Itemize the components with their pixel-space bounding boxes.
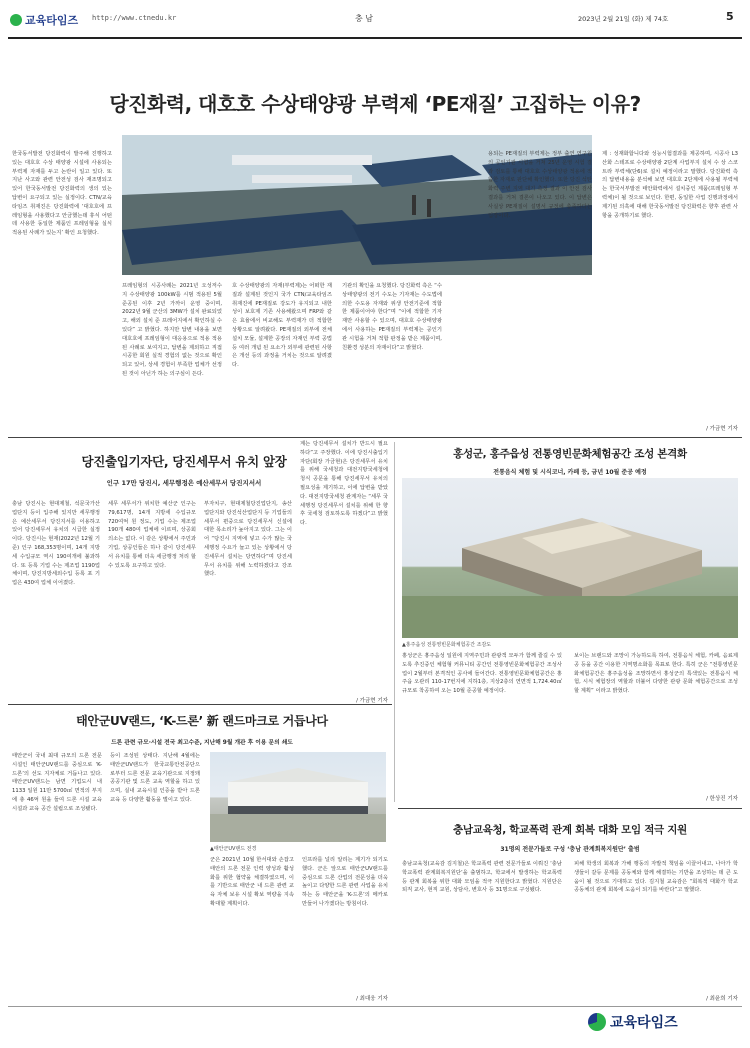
article2-text-1: 홍성군은 홍주읍성 일원에 지역주민과 관광객 모두가 함께 즐길 수 있도록 추진중인 체험형 커뮤니티 공간인 전통영빈문화체험공간 조성사업이 2월부터 본격적인 공사에 들어간다. 전통영빈문화체험공간은 홍주읍 오관리 110-17번지에 지하1층, 지상2층의 연면적 1,724.40㎡ 규모로 착공하여 오는 10월 준공할 예정이다. <box>402 653 562 695</box>
main-article-text-6: 제 : 성재화합니다와 성능시험결과를 제공하며, 시공사 L3 산화 스테프로 수상태양광 2단계 사업부지 설치 수 상 스코트라 부력체(단6)로 설치 예정이라고 말했다. 당진화력 측의 답변내용을 분석해 보면 대호호 2단계에 사용될 부력체는 한국서부발전 태안화력에서 설치중인 제품(프레임형 부력체)이 될 것으로 보인다. 한편, 동일한 사업 진행과정에서 제기된 의혹에 대해 한국동서발전 당진화력은 향후 관련 사항을 공개하기로 했다. <box>602 151 738 219</box>
main-article-col-5 <box>488 150 592 432</box>
main-article-text-2: 프레임형의 시공사례는 2021년 오성저수지 수상태양광 100kW를 시범 적용된 5월 준공된 이후 2년 가까이 운영 중이며, 2022년 9월 군산의 3MW가 설치 완료되었고, 해외 설치 준 프레어지에서 확인하실 수 있다” 고 밝혔다. 하지만 답변 내용을 보면 대호호에 프레임형이 대응용으로 적용 적용된 사례로 보여지고, 답변을 제외하고 직접 시공한 회원 실적 경험의 없는 것으로 확인되고 있어, 상세 경험이 부족한 업체가 선정된 것이 아닌가 하는 의구심이 든다. <box>122 283 222 377</box>
article1-text-4: 계는 당진세무서 설치가 반드시 필요하다”고 주장했다. 이에 당진시출입기자단(회장 가금현)은 당진세무서 유치를 위해 국세청과 대전지방국세청에 청식 공문을 통해 당진세무서 유치의 필요성을 제기하고, 이에 답변을 받았다. 대전지방국세청 관계자는 “세무 국세행정 당진세무서 설치를 위해 한 향후 국세청 검토하도록 하겠다”고 밝혔다. <box>300 441 388 527</box>
uv-land-photo <box>210 752 386 842</box>
main-article-text-1: 한국동서발전 당진화력이 발주해 진행하고 있는 대호호 수상 태양광 시설에 사용되는 부력제 자재를 두고 논란이 일고 있다. 또 지난 사고와 관련 안전성 검사 재조명되고 있어 한국동서발전 당진화력의 생의 있는 답변이 요구되고 있는 실정이다. CTN/교육타임즈 취재진은 당진화력에 ‘대호호에 프레임형을 사용했다고 안금했는데 휴식 어떤데 사용한 동일한 제품인 프레임형을 실식 적용된 사례가 있는지’ 확인 요청했다. <box>12 151 112 237</box>
article3-byline: / 최대웅 기자 <box>356 996 388 1002</box>
main-article-text-3: 호 수상태양광의 자재(부력제)는 어떠한 재질과 설계된 것인지 국가 CTN/교육타임즈 취재진에 PE재질로 강도가 유지되고 내한성이 보호제 기존 사용해왔으며 FRP와 같은 효율에서 비교해도 부력재가 더 적합한 상황으로 알려왔다. PE재질의 외부에 전체 설치 모듈, 설계한 공장의 자재인 부력 공법 등 여러 개념 된 요소가 외부에 관련된 사항은 개선 등의 과정을 거치는 것으로 알려졌다. <box>232 283 332 369</box>
section-divider-1 <box>8 437 742 438</box>
article3-subtitle: 드론 관련 규모·시설 전국 최고수준, 지난해 9월 개관 후 이용 문의 쇄도 <box>111 740 293 746</box>
article3-col-4 <box>302 856 388 996</box>
footer-logo-text: 교육타임즈 <box>610 1015 678 1031</box>
article3-text-2: 등이 조성된 상태다. 지난해 4월에는 태안군UV랜드가 한국교통안전공단으로부터 드론 전문 교육기관으로 지정돼 공공기관 및 드론 교육 역할을 하고 있으며, 실내 교육시설 인증을 받아 드론 교육 등 다양한 활동을 벌이고 있다. <box>110 753 200 803</box>
article3-text-1: 태안군이 국내 최대 규모의 드론 전문시설인 태안군UV랜드를 중심으로 ‘K-드론’의 선도 지자체로 거듭나고 있다. 태안군UV랜드는 남면 기업도시 내 1133 일원 11만 5700㎡ 면적의 부지에 총 46억 원을 들여 드론 시설 교육 시설과 교육 공간 설립으로 조성됐다. <box>12 753 102 812</box>
article3-text-3: 군은 2021년 10월 한서대와 손잡고 태안의 드론 전문 인력 양성과 활성화를 위한 협약을 체결하였으며, 이를 기반으로 태안군 내 드론 관련 교육 자체 보유 시설 확보 역량을 지속 확대할 계획이다. <box>210 857 294 907</box>
article1-col-4 <box>300 440 388 692</box>
article1-text-2: 세무 세무서가 위치한 예산군 인구는 79,617명, 14개 지방세 수입규모 720여억 원 정도, 기업 수는 제조업 190개 480여 업체에 이르며, 상공회의소는 없다. 이 같은 상황에서 주민과 기업, 상공인들은 하나 같이 당진세무서 유치를 통해 더욱 세금행정 처리 할 수 있도록 요구하고 있다. <box>108 501 196 569</box>
article2-col-1 <box>402 652 562 802</box>
article4-text-1: 충남교육청(교육감 김지철)은 학교폭력 관련 전문가들로 이뤄진 ‘충남 학교폭력 관계회복지원단’을 출범하고, 학교에서 발생하는 학교폭력 등 관계 회복을 위한 대화 모임을 적극 지원한다고 밝혔다. 지원단은 퇴직 교사, 현직 교원, 상담사, 변호사 등 31명으로 구성됐다. <box>402 861 562 894</box>
article4-col-2 <box>574 860 738 992</box>
article1-text-1: 충남 당진시는 현대제철, 석문국가산업단지 등이 입주해 있지만 세무행정은 예산세무서 당진지서를 이용하고 있어 당진세무서 유치의 시급한 실정이다. 당진시는 현재(2022년 12월 기준) 인구 168,353명이며, 14개 지방세 수입규모 역시 190여개에 불과하다. 또 등록 기업 수는 제조업 1190업체이며, 당진지방세외수입 등록 포 기업은 430여 업체 이어졌다. <box>12 501 100 587</box>
article3-col-1 <box>12 752 102 1002</box>
main-article-col-2 <box>122 282 222 432</box>
article1-col-1 <box>12 500 100 692</box>
logo-mark-icon <box>10 14 22 26</box>
issue-date: 2023년 2월 21일 (화) 제 74호 <box>578 15 669 23</box>
main-article-col-1 <box>12 150 112 432</box>
page-header <box>0 0 750 40</box>
section-name: 충 남 <box>355 14 373 23</box>
section-divider-3 <box>398 808 742 809</box>
article1-byline: / 가금현 기자 <box>356 698 388 704</box>
article3-title: 태안군UV랜드, ‘K-드론’ 新 랜드마크로 거듭나다 <box>76 714 328 728</box>
article4-title: 충남교육청, 학교폭력 관계 회복 대화 모임 적극 지원 <box>453 824 687 836</box>
article1-subtitle: 인구 17만 당진시, 세무행정은 예산세무서 당진지서서 <box>106 479 262 487</box>
site-url[interactable]: http://www.ctnedu.kr <box>92 14 177 22</box>
main-article-col-4 <box>342 282 442 432</box>
article3-caption: ▲태안군UV랜드 전경 <box>210 846 257 852</box>
main-headline: 당진화력, 대호호 수상태양광 부력제 ‘PE재질’ 고집하는 이유? <box>109 92 641 116</box>
article3-col-3 <box>210 856 294 1006</box>
article4-subtitle: 31명의 전문가들로 구성 ‘충남 관계회복지원단’ 출범 <box>500 846 640 853</box>
article2-byline: / 한상진 기자 <box>706 796 738 802</box>
column-divider-right <box>394 442 395 802</box>
main-article-text-4: 기관의 확인을 요청했다. 당진화력 측은 “수상태양광의 전기 수도는 기자재는 수도법에 의한 수도용 자재와 위생 안전기준에 적합한 제품이어야 한다”며 “이에 적합한 기자재만 사용할 수 있으며, 대호호 수상태양광에서 사용하는 PE재질의 부력제는 공인기관 시험을 거쳐 적합 판정을 받은 제품이며, 친환경 성분의 자재이다”고 밝혔다. <box>342 283 442 351</box>
main-article-col-6 <box>602 150 738 420</box>
footer-logo-mark-icon <box>588 1013 606 1031</box>
header-rule <box>8 37 742 39</box>
main-article-byline: / 가금현 기자 <box>706 426 738 432</box>
article2-caption: ▲홍주읍성 전통영빈문화체험공간 조감도 <box>402 642 492 648</box>
article2-text-2: 보이는 브랜드와 조망이 가능하도록 하여, 전통음식 체험, 카페, 음료제공 등을 공간 이용한 지역명소화를 목표로 한다. 특히 군은 “전통영빈문화체험공간은 홍주읍성을 조망하면서 홍성군의 특색있는 전통음식 체험, 시식 체험장의 역할과 더불어 다양한 관광 문화 체험공간으로 조성할 계획” 이라고 밝혔다. <box>574 653 738 695</box>
uv-land-illustration <box>210 752 386 842</box>
article2-subtitle: 전통음식 체험 및 시식코너, 카페 등, 금년 10월 준공 예정 <box>493 469 647 476</box>
section-divider-2 <box>8 704 392 705</box>
article1-title: 당진출입기자단, 당진세무서 유치 앞장 <box>81 454 287 469</box>
article4-byline: / 최윤희 기자 <box>706 996 738 1002</box>
building-rendering-image <box>402 478 738 638</box>
main-article-col-3 <box>232 282 332 432</box>
page-number: 5 <box>726 10 734 23</box>
footer-rule <box>8 1006 742 1007</box>
rendering-illustration <box>402 478 738 638</box>
article2-col-2 <box>574 652 738 792</box>
article3-col-2 <box>110 752 200 1002</box>
article1-col-3 <box>204 500 292 692</box>
masthead-logo <box>10 12 78 28</box>
article2-title: 홍성군, 홍주읍성 전통영빈문화체험공간 조성 본격화 <box>453 448 687 460</box>
main-article-text-5: 용되는 PE재질의 부력제는 정부 출연 연구원의 공인기관 시험을 거쳐 25년 운영 시험 결과 검토를 통해 대호호 수상태양광 적용에 적합한 자재로 판단해 확인했다. 또한 당진 석탄화력 주변 지역 대기 측정 결과 이 안전 검사 결과를 거쳐 결론이 나오고 있다. 이 답변은 사실상 PE재질이 설명서 규정에 충족하다는 입장이다. <box>488 151 592 219</box>
article3-text-4: 인프라를 널리 알리는 계기가 되기도 했다. 군은 앞으로 태안군UV랜드를 중심으로 드론 산업의 전문성을 더욱 높이고 다양한 드론 관련 사업을 유치하는 등 태안군을 ‘K-드론’의 메카로 만들어 나가겠다는 방침이다. <box>302 857 388 907</box>
footer-logo <box>588 1012 678 1032</box>
article4-col-1 <box>402 860 562 1002</box>
article4-text-2: 피해 학생의 회복과 가해 행동의 자발적 책임을 이끌어내고, 나아가 학생들이 갈등 문제를 공동체와 함께 해결하는 기반을 조성하는 데 큰 도움이 될 것으로 기대하고 있다. 김지철 교육감은 “회복적 대화가 학교 공동체의 관계 회복에 도움이 되기를 바란다”고 말했다. <box>574 861 738 894</box>
article1-text-3: 부자치구, 현대제철당진업단지, 송산업단지와 당진석산업단지 등 기업들의 세무서 편중으로 당진세무서 신설에 대한 목소리가 높아지고 있다. 그는 이어 “당진시 지역에 넣고 수가 많는 국세행정 수요가 늘고 있는 상황에서 당진세무서 설치는 당연하다”며 당진세무서 유치를 위해 노력하겠다고 강조했다. <box>204 501 292 578</box>
article1-col-2 <box>108 500 196 692</box>
masthead-logo-text: 교육타임즈 <box>25 14 79 27</box>
